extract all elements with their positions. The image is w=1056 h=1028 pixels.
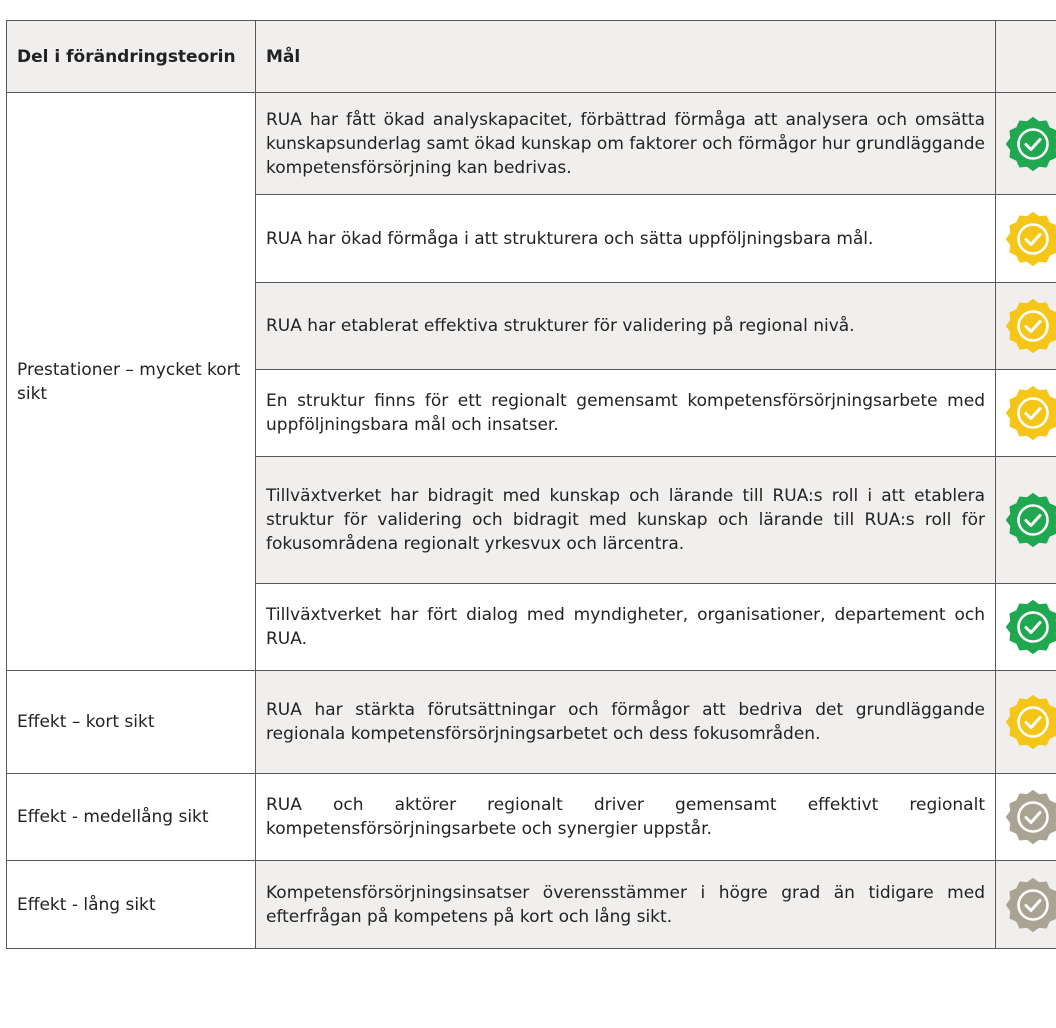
table-header-row (7, 21, 1056, 93)
gray-check-badge-icon (1006, 790, 1056, 844)
part-cell: Prestationer – mycket kort sikt (7, 93, 256, 671)
status-cell (996, 584, 1056, 671)
table-row (7, 671, 1056, 774)
yellow-check-badge-icon (1006, 386, 1056, 440)
status-cell (996, 93, 1056, 195)
header-status (996, 21, 1056, 93)
status-cell (996, 195, 1056, 283)
status-cell (996, 283, 1056, 370)
green-check-badge-icon (1006, 117, 1056, 171)
status-cell (996, 861, 1056, 949)
table-row (7, 861, 1056, 949)
table-row (7, 774, 1056, 861)
goal-cell: Tillväxtverket har bidragit med kunskap och lärande till RUA:s roll i att etablera struktur för validering och bidragit med kunskap och lärande till RUA:s roll för fokusområdena regionalt yrkesvux och lärcentra. (256, 457, 996, 584)
header-part: Del i förändringsteorin (7, 21, 256, 93)
green-check-badge-icon (1006, 600, 1056, 654)
goal-cell: Tillväxtverket har fört dialog med myndigheter, organisationer, departement och RUA. (256, 584, 996, 671)
part-cell: Effekt - lång sikt (7, 861, 256, 949)
table-row (7, 93, 1056, 195)
part-cell: Effekt - medellång sikt (7, 774, 256, 861)
goal-cell: RUA och aktörer regionalt driver gemensamt effektivt regionalt kompetensförsörjningsarbete och synergier uppstår. (256, 774, 996, 861)
status-cell (996, 671, 1056, 774)
status-cell (996, 774, 1056, 861)
header-goal: Mål (256, 21, 996, 93)
goal-cell: Kompetensförsörjningsinsatser överensstämmer i högre grad än tidigare med efterfrågan på kompetens på kort och lång sikt. (256, 861, 996, 949)
goal-cell: RUA har fått ökad analyskapacitet, förbättrad förmåga att analysera och omsätta kunskapsunderlag samt ökad kunskap om faktorer och förmågor hur grundläggande kompetensförsörjning kan bedrivas. (256, 93, 996, 195)
part-cell: Effekt – kort sikt (7, 671, 256, 774)
yellow-check-badge-icon (1006, 299, 1056, 353)
green-check-badge-icon (1006, 493, 1056, 547)
goal-cell: RUA har ökad förmåga i att strukturera och sätta uppföljningsbara mål. (256, 195, 996, 283)
yellow-check-badge-icon (1006, 695, 1056, 749)
status-cell (996, 370, 1056, 457)
yellow-check-badge-icon (1006, 212, 1056, 266)
gray-check-badge-icon (1006, 878, 1056, 932)
goals-table (6, 20, 1056, 949)
goal-cell: RUA har etablerat effektiva strukturer för validering på regional nivå. (256, 283, 996, 370)
status-cell (996, 457, 1056, 584)
goal-cell: En struktur finns för ett regionalt gemensamt kompetensförsörjningsarbete med uppföljningsbara mål och insatser. (256, 370, 996, 457)
goal-cell: RUA har stärkta förutsättningar och förmågor att bedriva det grundläggande regionala kompetensförsörjningsarbetet och dess fokusområden. (256, 671, 996, 774)
